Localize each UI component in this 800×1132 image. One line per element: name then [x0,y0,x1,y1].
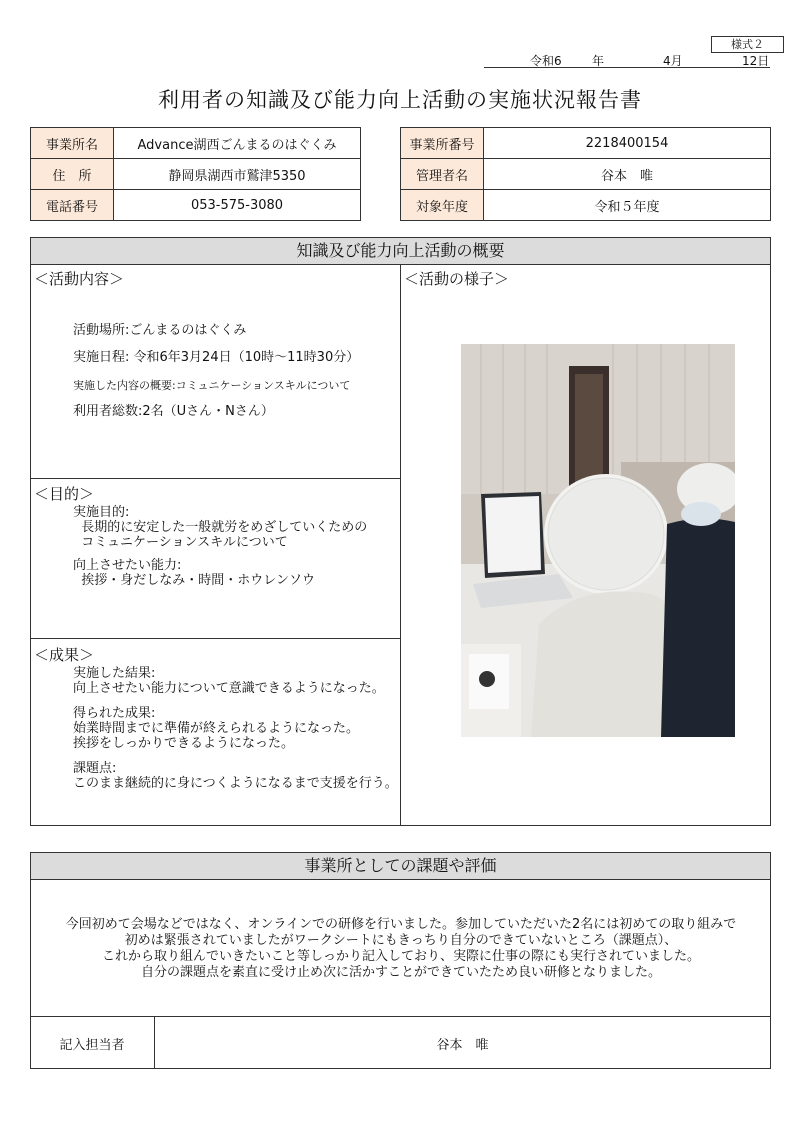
text-line: このまま継続的に身につくようになるまで支援を行う。 [73,776,398,791]
activity-purpose-divider [30,478,401,479]
table-row [31,190,361,221]
date-year-label: 年 [592,54,605,68]
text-line: 長期的に安定した一般就労をめざしていくための [73,520,368,535]
purpose-text [73,505,367,588]
manager-value: 谷本 唯 [484,159,771,190]
table-row [401,159,771,190]
text-line: コミュニケーションスキルについて [73,535,288,550]
address-value: 静岡県湖西市鷲津5350 [114,159,361,190]
text-line: 自分の課題点を素直に受け止め次に活かすことができていたため良い研修となりました。 [140,965,661,980]
text-line: 向上させたい能力: [73,558,182,573]
activity-photo [461,344,735,737]
date-month: 4月 [663,54,683,68]
table-row [401,190,771,221]
evaluation-text [32,917,770,981]
overview-title: 知識及び能力向上活動の概要 [31,238,770,265]
facility-name-label: 事業所名 [31,128,114,159]
text-line: 実施した結果: [73,666,156,681]
text-line: 向上させたい能力について意識できるようになった。 [73,681,385,696]
activity-participants: 利用者総数:2名（Uさん・Nさん） [73,404,274,419]
result-text [73,666,398,791]
office-info-table [400,127,771,221]
result-heading: ＜成果＞ [34,646,95,664]
facility-name-value: Advance湖西ごんまるのはぐくみ [114,128,361,159]
activity-heading: ＜活動内容＞ [34,270,125,288]
fiscal-year-value: 令和５年度 [484,190,771,221]
text-line [73,550,367,558]
overview-divider [400,264,401,826]
table-row [31,128,361,159]
phone-label: 電話番号 [31,190,114,221]
document-title: 利用者の知識及び能力向上活動の実施状況報告書 [158,88,642,112]
form-id-box: 様式２ [711,36,784,53]
text-line: 初めは緊張されていましたがワークシートにもきっちり自分のできていないところ（課題点）、 [124,933,678,948]
text-line: 始業時間までに準備が終えられるようになった。 [73,721,360,736]
table-row [31,159,361,190]
report-date [484,50,770,68]
date-era: 令和6 [530,54,562,68]
text-line: 得られた成果: [73,706,156,721]
text-line [73,751,398,761]
office-number-value: 2218400154 [484,128,771,159]
text-line: これから取り組んでいきたいこと等しっかり記入しており、実際に仕事の際にも実行されていました。 [101,949,700,964]
facility-info-table [30,127,361,221]
text-line [73,696,398,706]
recorder-divider [30,1016,771,1017]
table-row [401,128,771,159]
purpose-heading: ＜目的＞ [34,485,95,503]
scene-heading: ＜活動の様子＞ [404,270,510,288]
activity-photo-drawing [461,344,735,737]
manager-label: 管理者名 [401,159,484,190]
text-line: 挨拶をしっかりできるようになった。 [73,736,295,751]
purpose-result-divider [30,638,401,639]
fiscal-year-label: 対象年度 [401,190,484,221]
text-line: 挨拶・身だしなみ・時間・ホウレンソウ [73,573,315,588]
activity-summary: 実施した内容の概要:コミュニケーションスキルについて [73,379,351,392]
date-day: 12日 [742,54,770,68]
activity-place: 活動場所:ごんまるのはぐくみ [73,323,247,338]
address-label: 住 所 [31,159,114,190]
evaluation-title: 事業所としての課題や評価 [31,853,770,880]
text-line: 今回初めて会場などではなく、オンラインでの研修を行いました。参加していただいた2名には初めての取り組みで [65,917,737,932]
text-line: 実施目的: [73,505,130,520]
recorder-name: 谷本 唯 [436,1038,489,1053]
office-number-label: 事業所番号 [401,128,484,159]
text-line: 課題点: [73,761,117,776]
phone-value: 053-575-3080 [114,190,361,221]
activity-date: 実施日程: 令和6年3月24日（10時～11時30分） [73,350,360,365]
recorder-label: 記入担当者 [59,1038,125,1053]
